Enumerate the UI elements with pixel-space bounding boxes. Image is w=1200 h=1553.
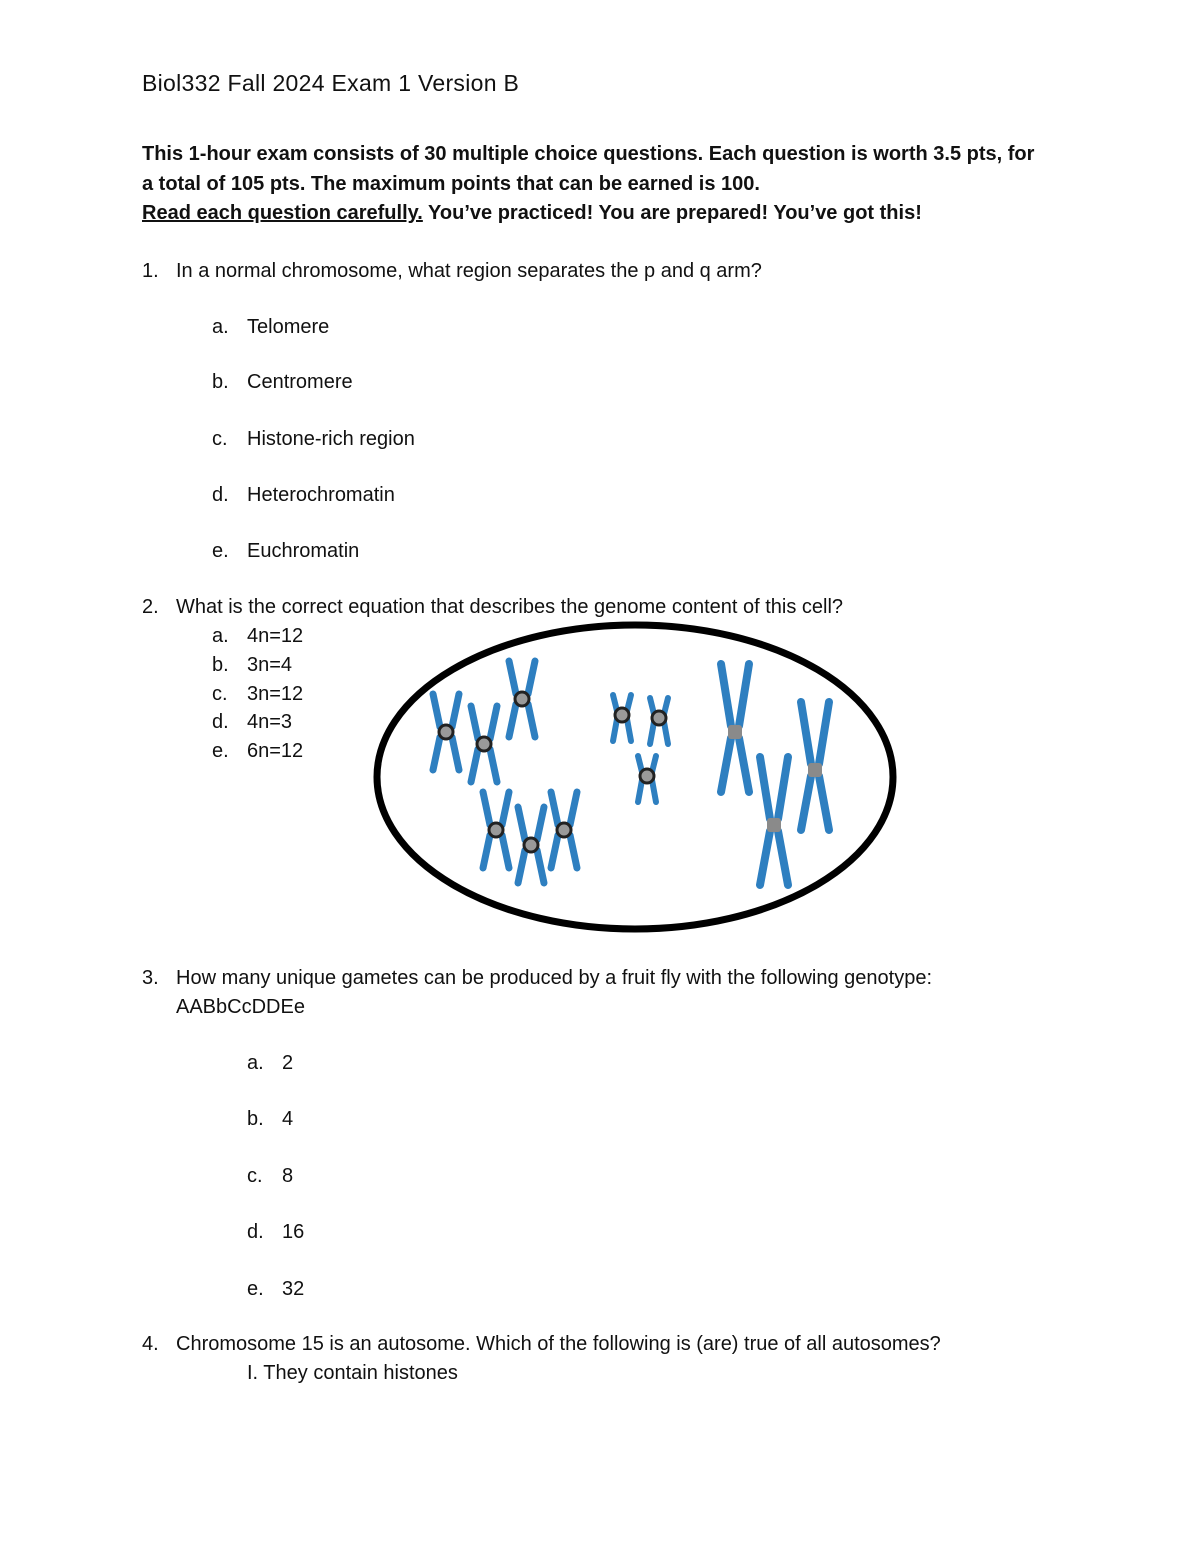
q3-option-c-letter: c.: [247, 1165, 263, 1187]
q1-option-d[interactable]: Heterochromatin: [247, 484, 395, 506]
question-4-number: 4.: [142, 1333, 159, 1355]
q2-option-a-letter: a.: [212, 625, 229, 647]
encouragement-text: You’ve practiced! You are prepared! You’ve got this!: [422, 202, 922, 224]
q1-option-d-letter: d.: [212, 484, 229, 506]
q1-option-b[interactable]: Centromere: [247, 371, 353, 393]
q2-option-b[interactable]: 3n=4: [247, 654, 293, 676]
q3-option-c[interactable]: 8: [282, 1165, 294, 1187]
q2-option-d-letter: d.: [212, 711, 229, 733]
question-2-text: What is the correct equation that describes the genome content of this cell?: [176, 596, 844, 618]
centromere: [767, 818, 781, 832]
centromere: [557, 823, 571, 837]
q2-option-d[interactable]: 4n=3: [247, 711, 293, 733]
q1-option-e[interactable]: Euchromatin: [247, 540, 360, 562]
q1-option-b-letter: b.: [212, 371, 229, 393]
intro-line-2: a total of 105 pts. The maximum points that can be earned is 100.: [142, 173, 760, 195]
q3-option-e-letter: e.: [247, 1278, 264, 1300]
q2-option-e-letter: e.: [212, 740, 229, 762]
q1-option-a-letter: a.: [212, 316, 229, 338]
intro-line-3: [142, 202, 922, 225]
read-carefully-text: Read each question carefully.: [142, 202, 423, 224]
question-2-number: 2.: [142, 596, 159, 618]
centromere: [808, 763, 822, 777]
q4-statement-1: I. They contain histones: [247, 1362, 458, 1384]
q3-option-b-letter: b.: [247, 1108, 264, 1130]
centromere: [515, 692, 529, 706]
q3-option-e[interactable]: 32: [282, 1278, 305, 1300]
centromere: [477, 737, 491, 751]
centromere: [640, 769, 654, 783]
centromere: [524, 838, 538, 852]
q1-option-a[interactable]: Telomere: [247, 316, 330, 338]
q1-option-e-letter: e.: [212, 540, 229, 562]
question-4-text: Chromosome 15 is an autosome. Which of the following is (are) true of all autosomes?: [176, 1333, 941, 1355]
q3-option-a[interactable]: 2: [282, 1052, 294, 1074]
centromere: [439, 725, 453, 739]
question-1-number: 1.: [142, 260, 159, 282]
q2-option-b-letter: b.: [212, 654, 229, 676]
centromere: [652, 711, 666, 725]
q1-option-c-letter: c.: [212, 428, 228, 450]
q3-option-a-letter: a.: [247, 1052, 264, 1074]
q1-option-c[interactable]: Histone-rich region: [247, 428, 415, 450]
centromere: [489, 823, 503, 837]
question-3-genotype: AABbCcDDEe: [176, 996, 305, 1018]
centromere: [615, 708, 629, 722]
question-3-text: How many unique gametes can be produced by a fruit fly with the following genotype:: [176, 967, 932, 989]
q2-option-c-letter: c.: [212, 683, 228, 705]
centromere: [728, 725, 742, 739]
q2-option-a[interactable]: 4n=12: [247, 625, 304, 647]
q3-option-d-letter: d.: [247, 1221, 264, 1243]
exam-title: Biol332 Fall 2024 Exam 1 Version B: [142, 70, 520, 96]
question-1-text: In a normal chromosome, what region separates the p and q arm?: [176, 260, 762, 282]
q2-option-c[interactable]: 3n=12: [247, 683, 304, 705]
question-3-number: 3.: [142, 967, 159, 989]
intro-line-1: This 1-hour exam consists of 30 multiple choice questions. Each question is worth 3.5 pts, for: [142, 143, 1035, 165]
q2-option-e[interactable]: 6n=12: [247, 740, 304, 762]
cell-chromosome-figure: [370, 615, 910, 945]
q3-option-b[interactable]: 4: [282, 1108, 294, 1130]
q3-option-d[interactable]: 16: [282, 1221, 305, 1243]
